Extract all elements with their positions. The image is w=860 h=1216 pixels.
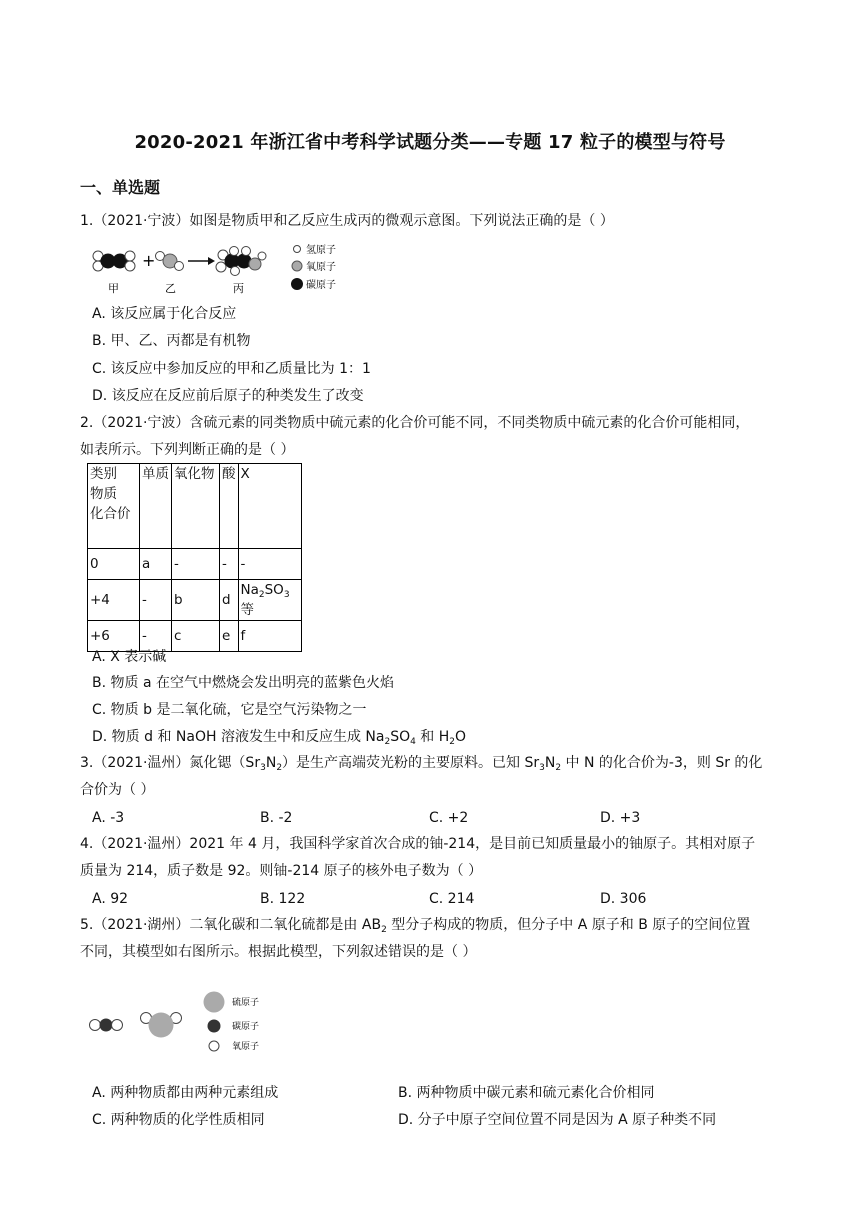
svg-text:+: + — [142, 251, 156, 270]
q5-option-a: A. 两种物质都由两种元素组成 — [92, 1085, 279, 1101]
q3-stem-line2: 合价为（ ） — [80, 782, 155, 798]
q1-option-a: A. 该反应属于化合反应 — [92, 306, 237, 322]
q4-option-d: D. 306 — [600, 891, 647, 907]
table-header-cell: 氧化物 — [172, 464, 220, 549]
q1-option-d: D. 该反应在反应前后原子的种类发生了改变 — [92, 388, 364, 404]
q5-option-b: B. 两种物质中碳元素和硫元素化合价相同 — [398, 1085, 655, 1101]
section-heading: 一、单选题 — [80, 178, 161, 197]
q3-option-b: B. -2 — [260, 810, 293, 826]
q5-molecule-figure — [88, 988, 288, 1058]
q2-option-a: A. X 表示碱 — [92, 649, 167, 665]
legend-carbon: 碳原子 — [306, 280, 336, 291]
q1-reaction-figure — [88, 242, 358, 298]
legend-sulfur: 硫原子 — [232, 998, 260, 1008]
q4-stem-line2: 质量为 214，质子数是 92。则铀-214 原子的核外电子数为（ ） — [80, 863, 483, 879]
table-row: +6 - c e f — [88, 621, 302, 652]
q5-stem-line1: 5.（2021·湖州）二氧化碳和二氧化硫都是由 $AB_2$ 型分子构成的物质，但分子中 A 原子和 B 原子的空间位置 — [80, 917, 751, 935]
q1-option-b: B. 甲、乙、丙都是有机物 — [92, 333, 251, 349]
q2-option-b: B. 物质 a 在空气中燃烧会发出明亮的蓝紫色火焰 — [92, 675, 394, 691]
q4-option-c: C. 214 — [429, 891, 475, 907]
q4-option-a: A. 92 — [92, 891, 129, 907]
q1-stem: 1.（2021·宁波）如图是物质甲和乙反应生成丙的微观示意图。下列说法正确的是（ ） — [80, 213, 614, 229]
legend-carbon: 碳原子 — [232, 1022, 260, 1032]
table-row: 0 a - - - — [88, 549, 302, 580]
table-header-cell: 单质 — [140, 464, 172, 549]
q5-stem-line2: 不同，其模型如右图所示。根据此模型，下列叙述错误的是（ ） — [80, 944, 477, 960]
sulfur-valence-table — [87, 463, 302, 652]
q3-stem-line1: 3.（2021·温州）氮化锶$(Sr_3N_2)$是生产高端荧光粉的主要原料。已知 $Sr_3N_2$ 中 N 的化合价为-3，则 Sr 的化 — [80, 755, 763, 773]
table-header-cell: 酸 — [220, 464, 239, 549]
q3-option-d: D. +3 — [600, 810, 641, 826]
q5-option-d: D. 分子中原子空间位置不同是因为 A 原子种类不同 — [398, 1112, 717, 1128]
table-header-cell: X — [238, 464, 301, 549]
table-header-corner: 类别 物质 化合价 — [88, 464, 140, 549]
legend-oxygen: 氧原子 — [306, 262, 336, 273]
q2-option-d: D. 物质 d 和 NaOH 溶液发生中和反应生成 $Na_2SO_4$ 和 $H_2O$ — [92, 729, 467, 747]
q1-label-yi: 乙 — [165, 282, 176, 295]
q2-option-c: C. 物质 b 是二氧化硫，它是空气污染物之一 — [92, 702, 367, 718]
q1-label-bing: 丙 — [233, 282, 244, 295]
q4-option-b: B. 122 — [260, 891, 306, 907]
q3-option-c: C. +2 — [429, 810, 469, 826]
page-title: 2020-2021 年浙江省中考科学试题分类——专题 17 粒子的模型与符号 — [134, 132, 726, 153]
q2-stem-line2: 如表所示。下列判断正确的是（ ） — [80, 442, 295, 458]
q2-stem-line1: 2.（2021·宁波）含硫元素的同类物质中硫元素的化合价可能不同，不同类物质中硫元素的化合价可能相同， — [80, 415, 750, 431]
q1-option-c: C. 该反应中参加反应的甲和乙质量比为 1：1 — [92, 361, 371, 377]
q5-option-c: C. 两种物质的化学性质相同 — [92, 1112, 265, 1128]
q3-option-a: A. -3 — [92, 810, 125, 826]
legend-hydrogen: 氢原子 — [306, 245, 336, 256]
table-header-row — [88, 464, 302, 549]
legend-oxygen: 氧原子 — [232, 1042, 260, 1052]
q4-stem-line1: 4.（2021·温州）2021 年 4 月，我国科学家首次合成的铀-214，是目前已知质量最小的铀原子。其相对原子 — [80, 836, 756, 852]
q1-label-jia: 甲 — [108, 282, 119, 295]
table-row: +4 - b d $Na_2SO_3$ 等 — [88, 580, 302, 621]
